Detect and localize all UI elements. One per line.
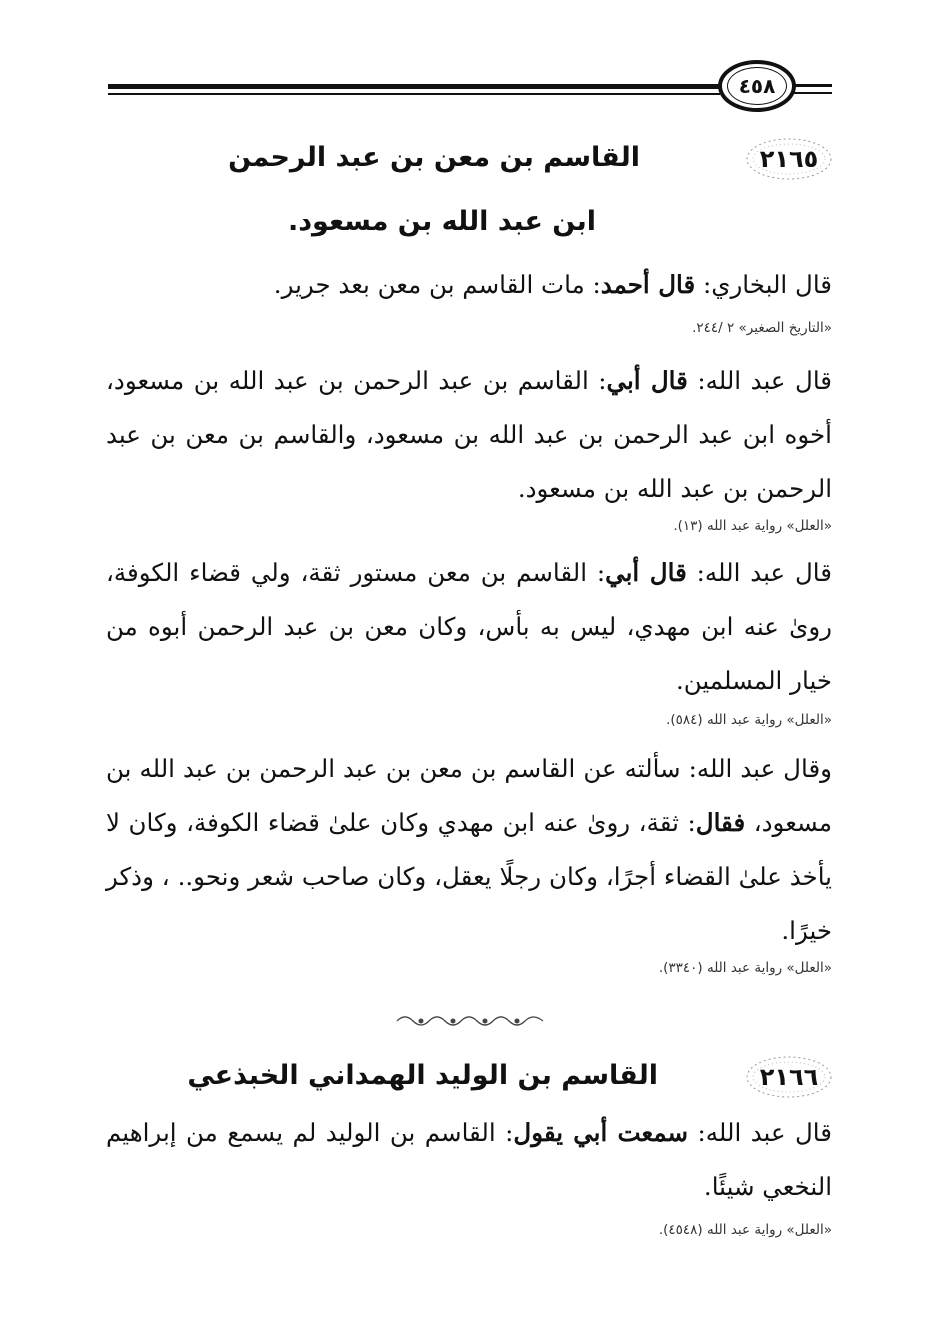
page-number-badge xyxy=(718,60,796,112)
paragraph: قال عبد الله: قال أبي: القاسم بن عبد الرحمن بن عبد الله بن مسعود، أخوه ابن عبد الرحمن بن عبد الله بن مسعود، والقاسم بن معن بن عبد الرحمن بن عبد الله بن مسعود. xyxy=(106,366,832,503)
paragraph: وقال عبد الله: سألته عن القاسم بن معن بن عبد الرحمن بن عبد الله بن مسعود، فقال: ثقة، روىٰ عنه ابن مهدي وكان علىٰ قضاء الكوفة، وكان لا يأخذ علىٰ القضاء أجرًا، وكان رجلًا يعقل، وكان صاحب شعر ونحو.. ، وذكر خيرًا. xyxy=(106,754,833,945)
citation: «العلل» رواية عبد الله (٥٨٤). xyxy=(666,712,832,728)
entry-title: القاسم بن الوليد الهمداني الخبذعي xyxy=(187,1060,658,1091)
entry-number: ٢١٦٦ xyxy=(759,1063,819,1091)
citation: «العلل» رواية عبد الله (٤٥٤٨). xyxy=(658,1222,832,1238)
header-rule-thick xyxy=(108,84,720,89)
entry-number-ornament xyxy=(744,1054,834,1100)
citation: «العلل» رواية عبد الله (١٣). xyxy=(673,518,832,534)
page-number: ٤٥٨ xyxy=(738,74,776,98)
citation: «التاريخ الصغير» ٢ /٢٤٤. xyxy=(692,320,832,336)
entry-number: ٢١٦٥ xyxy=(759,145,819,173)
header-rule-thin xyxy=(108,93,720,95)
page-header xyxy=(0,0,934,130)
paragraph: قال البخاري: قال أحمد: مات القاسم بن معن بعد جرير. xyxy=(273,270,832,299)
entry-number-ornament xyxy=(744,136,834,182)
header-rule-right xyxy=(790,84,832,87)
entry-title-continued: ابن عبد الله بن مسعود. xyxy=(287,206,596,237)
header-rule-right-thin xyxy=(790,92,832,94)
paragraph: قال عبد الله: سمعت أبي يقول: القاسم بن الوليد لم يسمع من إبراهيم النخعي شيئًا. xyxy=(106,1118,832,1201)
entry-title: القاسم بن معن بن عبد الرحمن xyxy=(228,142,640,173)
citation: «العلل» رواية عبد الله (٣٣٤٠). xyxy=(658,960,832,976)
section-divider-ornament xyxy=(395,1011,545,1031)
paragraph: قال عبد الله: قال أبي: القاسم بن معن مستور ثقة، ولي قضاء الكوفة، روىٰ عنه ابن مهدي، ليس به بأس، وكان معن بن عبد الرحمن أبوه من خيار المسلمين. xyxy=(106,558,832,695)
